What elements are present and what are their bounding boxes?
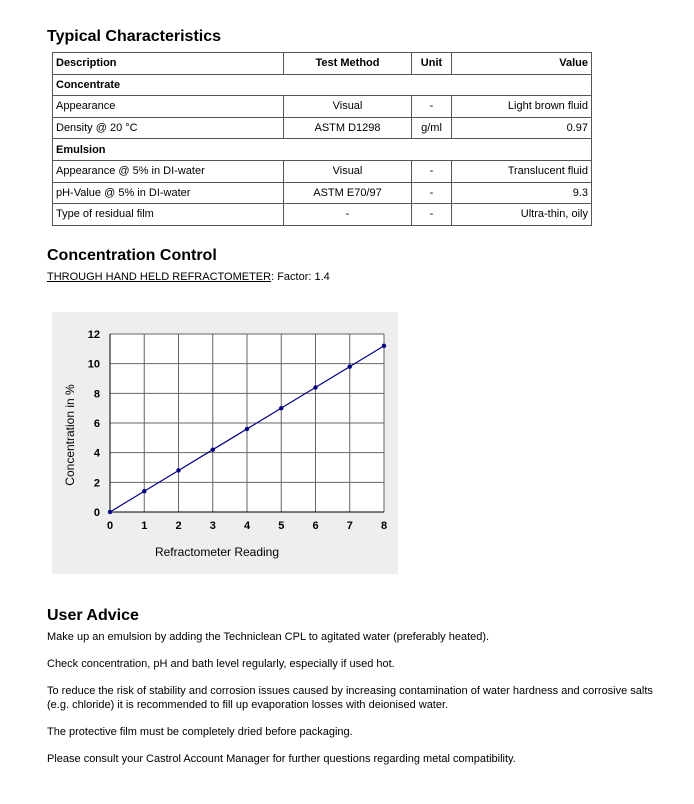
y-tick-label: 4: [93, 447, 100, 460]
x-tick-label: 7: [346, 520, 353, 532]
section-label: Emulsion: [53, 139, 592, 161]
y-tick-label: 8: [93, 388, 100, 401]
table-header-row: [53, 53, 592, 75]
cell-test-method: ASTM E70/97: [284, 182, 412, 204]
y-tick-label: 6: [93, 418, 100, 430]
cell-unit: -: [412, 204, 452, 226]
advice-paragraph: Please consult your Castrol Account Manager for further questions regarding metal compatibility.: [47, 753, 516, 765]
user-advice-heading: User Advice: [47, 607, 139, 624]
cell-unit: -: [412, 182, 452, 204]
typical-characteristics-table: [52, 52, 592, 226]
x-tick-label: 4: [243, 520, 251, 532]
cell-test-method: Visual: [284, 160, 412, 182]
data-point: [313, 385, 317, 389]
section-row-concentrate: [53, 74, 592, 96]
header-value: Value: [452, 53, 592, 75]
data-point: [142, 489, 146, 493]
x-tick-label: 1: [141, 520, 148, 532]
x-tick-label: 5: [278, 520, 285, 532]
cell-test-method: ASTM D1298: [284, 117, 412, 139]
cell-description: pH-Value @ 5% in DI-water: [53, 182, 284, 204]
section-row-emulsion: [53, 139, 592, 161]
cell-unit: -: [412, 96, 452, 118]
table-row: [53, 204, 592, 226]
data-point: [211, 448, 215, 452]
refractometer-method-line: [47, 271, 330, 283]
cell-value: 0.97: [452, 117, 592, 139]
cell-unit: -: [412, 160, 452, 182]
table-row: [53, 117, 592, 139]
cell-unit: g/ml: [412, 117, 452, 139]
cell-test-method: -: [284, 204, 412, 226]
cell-value: Light brown fluid: [452, 96, 592, 118]
chart-svg: [52, 312, 398, 574]
data-point: [382, 344, 386, 348]
advice-paragraph: Make up an emulsion by adding the Techniclean CPL to agitated water (preferably heated).: [47, 631, 490, 643]
concentration-chart: [52, 312, 398, 574]
cell-description: Appearance: [53, 96, 284, 118]
data-point: [176, 468, 180, 472]
section-label: Concentrate: [53, 74, 592, 96]
y-tick-label: 12: [87, 329, 100, 341]
table-row: [53, 182, 592, 204]
header-description: Description: [53, 53, 284, 75]
cell-value: Translucent fluid: [452, 160, 592, 182]
x-tick-label: 6: [312, 520, 319, 532]
data-point: [108, 510, 112, 514]
header-unit: Unit: [412, 53, 452, 75]
header-test-method: Test Method: [284, 53, 412, 75]
table-row: [53, 160, 592, 182]
refractometer-factor: : Factor: 1.4: [271, 271, 330, 283]
typical-characteristics-heading: Typical Characteristics: [47, 28, 222, 45]
y-tick-label: 0: [93, 507, 100, 519]
table-row: [53, 96, 592, 118]
data-point: [245, 427, 249, 431]
x-tick-label: 2: [175, 520, 182, 532]
advice-paragraph: The protective film must be completely dried before packaging.: [47, 726, 353, 738]
cell-description: Type of residual film: [53, 204, 284, 226]
y-tick-label: 10: [87, 358, 100, 371]
data-point: [348, 364, 352, 368]
refractometer-method: THROUGH HAND HELD REFRACTOMETER: [47, 271, 272, 283]
advice-paragraph: To reduce the risk of stability and corrosion issues caused by increasing contamination of water hardness and corrosive salts (e.g. chloride) it is recommended to fill up evaporation losses with deionised water.: [47, 685, 653, 711]
y-axis-title: Concentration in %: [63, 384, 77, 486]
advice-paragraph: Check concentration, pH and bath level regularly, especially if used hot.: [47, 658, 395, 670]
cell-value: 9.3: [452, 182, 592, 204]
cell-description: Appearance @ 5% in DI-water: [53, 160, 284, 182]
x-tick-label: 8: [380, 520, 388, 532]
concentration-control-heading: Concentration Control: [47, 247, 217, 264]
y-tick-label: 2: [93, 477, 100, 490]
cell-value: Ultra-thin, oily: [452, 204, 592, 226]
x-tick-label: 3: [209, 520, 216, 532]
cell-test-method: Visual: [284, 96, 412, 118]
data-point: [279, 406, 283, 410]
x-tick-label: 0: [106, 520, 114, 532]
cell-description: Density @ 20 °C: [53, 117, 284, 139]
x-axis-title: Refractometer Reading: [154, 545, 280, 559]
